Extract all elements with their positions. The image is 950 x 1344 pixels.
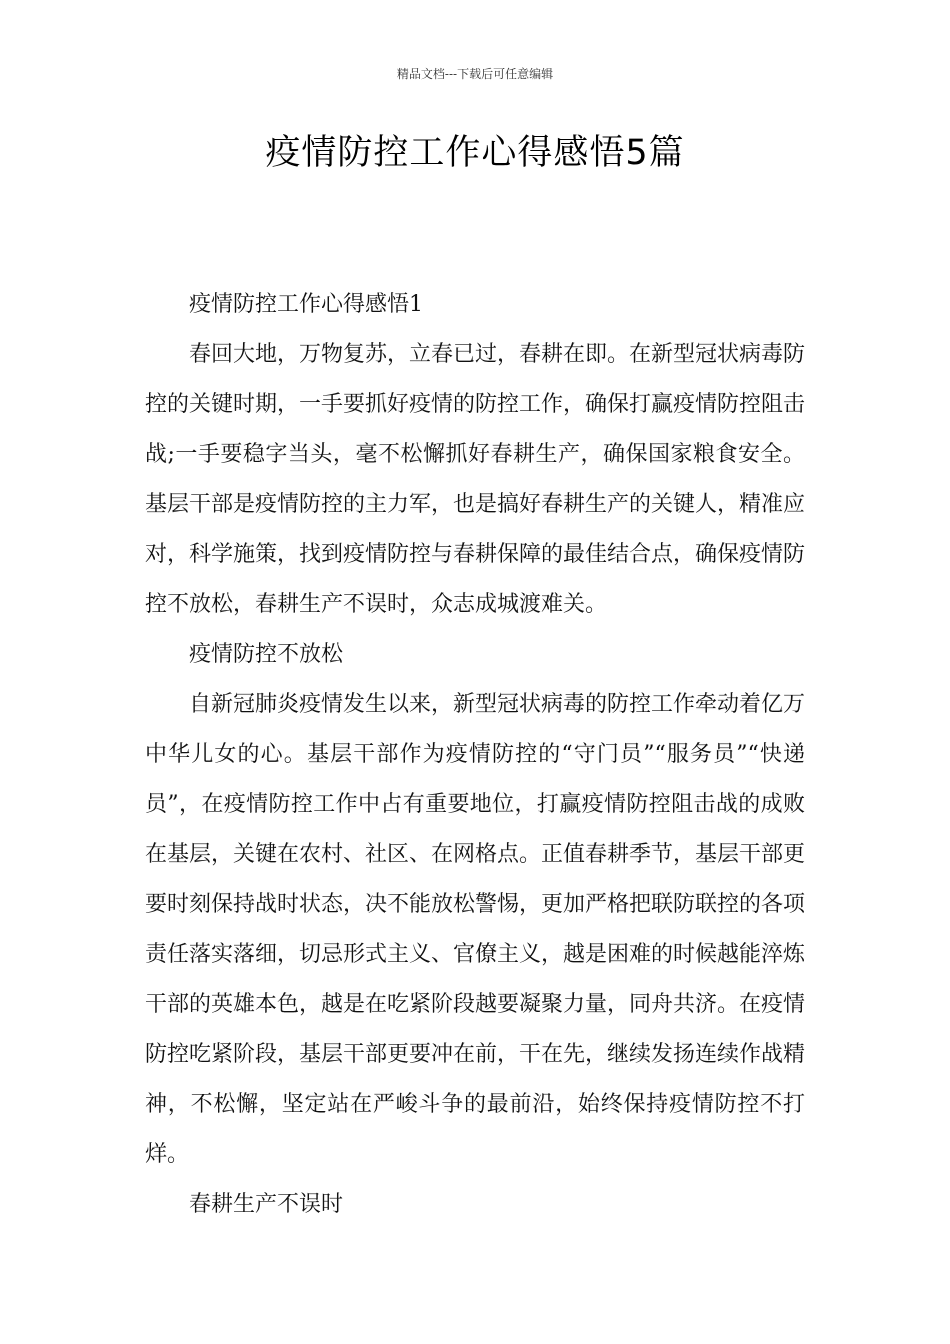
document-title: 疫情防控工作心得感悟5篇 xyxy=(265,133,685,173)
page-header: 精品文档---下载后可任意编辑 xyxy=(396,67,554,81)
body-paragraph-1: 春回大地，万物复苏，立春已过，春耕在即。在新型冠状病毒防控的关键时期，一手要抓好疫情的防控工作，确保打赢疫情防控阻击战;一手要稳字当头，毫不松懈抓好春耕生产，确保国家粮食安全。基层干部是疫情防控的主力军，也是搞好春耕生产的关键人，精准应对，科学施策，找到疫情防控与春耕保障的最佳结合点，确保疫情防控不放松，春耕生产不误时，众志成城渡难关。 xyxy=(145,342,806,617)
section-subheading-2: 春耕生产不误时 xyxy=(189,1192,344,1217)
body-paragraph-2: 自新冠肺炎疫情发生以来，新型冠状病毒的防控工作牵动着亿万中华儿女的心。基层干部作为疫情防控的“守门员”“服务员”“快递员”，在疫情防控工作中占有重要地位，打赢疫情防控阻击战的成败在基层，关键在农村、社区、在网格点。正值春耕季节，基层干部更要时刻保持战时状态，决不能放松警惕，更加严格把联防联控的各项责任落实落细，切忌形式主义、官僚主义，越是困难的时候越能淬炼干部的英雄本色，越是在吃紧阶段越要凝聚力量，同舟共济。在疫情防控吃紧阶段，基层干部更要冲在前，干在先，继续发扬连续作战精神，不松懈，坚定站在严峻斗争的最前沿，始终保持疫情防控不打烊。 xyxy=(145,692,806,1167)
document-body xyxy=(145,280,805,1230)
section-heading-1: 疫情防控工作心得感悟1 xyxy=(189,292,423,317)
section-subheading-1: 疫情防控不放松 xyxy=(189,642,344,667)
